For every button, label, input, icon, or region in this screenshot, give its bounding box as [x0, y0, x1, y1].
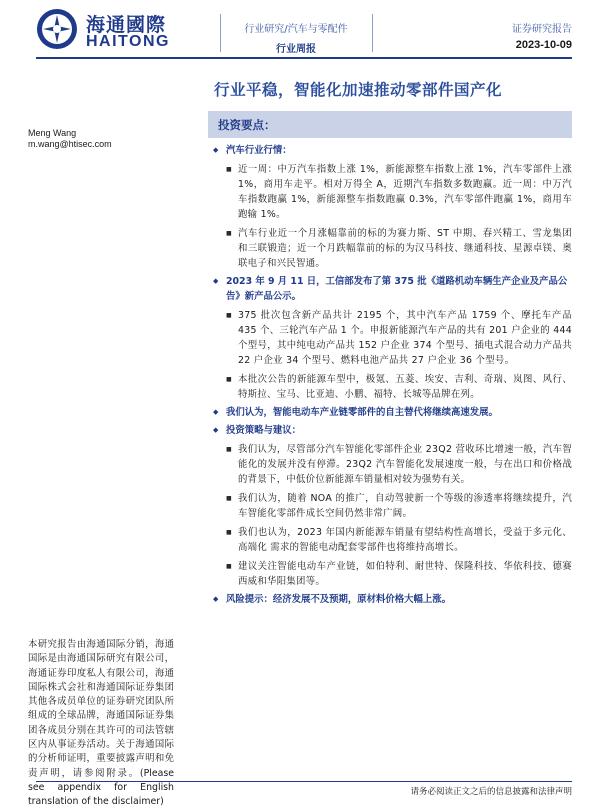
- bullet-heading-miit: ◆ 2023 年 9 月 11 日，工信部发布了第 375 批《道路机动车辆生产企业及产品公告》新产品公示。: [212, 274, 572, 304]
- haitong-logo-icon: [36, 8, 78, 50]
- bullet-heading-view: ◆ 我们认为，智能电动车产业链零部件的自主替代将继续高速发展。: [212, 405, 572, 420]
- bullet-heading-market: ◆ 汽车行业行情：: [212, 143, 572, 158]
- footer-rule: [36, 781, 572, 782]
- logo-chinese-text: 海通國際: [86, 14, 167, 36]
- analyst-name: Meng Wang: [28, 128, 77, 138]
- header-rule: [36, 57, 572, 59]
- report-title: 行业平稳，智能化加速推动零部件国产化: [214, 81, 503, 99]
- haitong-logo: [36, 8, 206, 52]
- report-category: 行业研究/汽车与零配件: [244, 24, 348, 35]
- header-divider-left: [220, 14, 221, 52]
- report-date: 2023-10-09: [515, 39, 572, 51]
- section-title: 投资要点：: [218, 118, 276, 132]
- logo-english-text: HAITONG: [86, 33, 170, 50]
- footer-notice: 请务必阅读正文之后的信息披露和法律声明: [410, 787, 572, 797]
- report-type: 行业周报: [276, 44, 316, 55]
- header-divider-right: [372, 14, 373, 52]
- key-points-content: [212, 140, 572, 607]
- disclaimer-text: 本研究报告由海通国际分销，海通国际是由海通国际研究有限公司，海通证券印度私人有限公司，海通国际株式会社和海通国际证券集团其他各成员单位的证券研究团队所组成的全球品牌，海通国际证券集团各成员分别在其许可的司法管辖区内从事证券活动。关于海通国际的分析师证明，重要披露声明和免责声明，请参阅附录。(Please see appendix for English translation of the disclaimer): [28, 639, 174, 808]
- bullet-heading-strategy: ◆ 投资策略与建议：: [212, 423, 572, 438]
- report-label: 证券研究报告: [512, 24, 572, 35]
- bullet-heading-risk: ◆ 风险提示：经济发展不及预期，原材料价格大幅上涨。: [212, 592, 572, 607]
- bullet-strategy-4: ■ 建议关注智能电动车产业链，如伯特利、耐世特、保隆科技、华依科技、德赛西威和华阳集团等。: [212, 559, 572, 589]
- bullet-weekly-index: ■ 近一周：中万汽车指数上涨 1%，新能源整车指数上涨 1%，汽车零部件上涨 1%，商用车走平。相对万得全 A，近期汽车指数多数跑赢。近一周：中万汽车指数跑赢 1%，新能源整车指数跑赢 0.3%，汽车零部件跑赢 1%，商用车跑输 1%。: [212, 162, 572, 222]
- bullet-strategy-2: ■ 我们认为，随着 NOA 的推广，自动驾驶新一个等级的渗透率将继续提升，汽车智能化零部件成长空间仍然非常广阔。: [212, 491, 572, 521]
- bullet-strategy-1: ■ 我们认为，尽管部分汽车智能化零部件企业 23Q2 营收环比增速一般，汽车智能化的发展并没有停滞。23Q2 汽车智能化发展速度一般，与在出口和价格战的背景下，中低价位新能源车销量相对较为强势有关。: [212, 442, 572, 487]
- bullet-batch-375: ■ 375 批次包含新产品共计 2195 个，其中汽车产品 1759 个、摩托车产品 435 个、三轮汽车产品 1 个。申报新能源汽车产品的共有 201 户企业的 444 个型号，其中纯电动产品共 152 户企业 374 个型号、插电式混合动力产品共 22 户企业 34 个型号、燃料电池产品共 27 户企业 36 个型号。: [212, 308, 572, 368]
- bullet-monthly-movers: ■ 汽车行业近一个月涨幅靠前的标的为赛力斯、ST 中期、春兴精工、雪龙集团和三联锻造；近一个月跌幅靠前的标的为汉马科技、继通科技、星源卓镁、奥联电子和兴民智通。: [212, 226, 572, 271]
- section-banner: [208, 111, 572, 138]
- bullet-brands: ■ 本批次公告的新能源车型中，极氪、五菱、埃安、吉利、奇瑞、岚图、风行、特斯拉、宝马、比亚迪、小鹏、福特、长城等品牌在列。: [212, 372, 572, 402]
- bullet-strategy-3: ■ 我们也认为，2023 年国内新能源车销量有望结构性高增长，受益于多元化、高端化 需求的智能电动配套零部件也将维持高增长。: [212, 525, 572, 555]
- analyst-email[interactable]: m.wang@htisec.com: [28, 139, 112, 149]
